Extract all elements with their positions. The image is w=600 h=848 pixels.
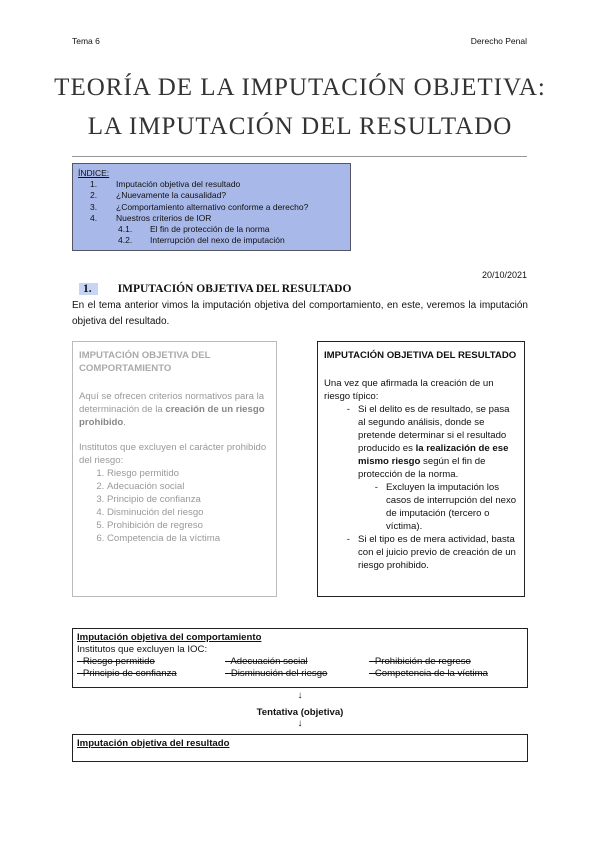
ioc-summary-box xyxy=(72,628,528,688)
header-subject: Derecho Penal xyxy=(470,36,527,46)
section-heading xyxy=(79,283,351,295)
down-arrow-icon: ↓ xyxy=(297,718,303,729)
index-box xyxy=(72,163,351,251)
list-item: - Si el tipo es de mera actividad, basta con el juicio previo de creación de un riesgo prohibido. xyxy=(346,534,516,571)
ioc-institutes-grid xyxy=(77,656,523,680)
page-title-line2: LA IMPUTACIÓN DEL RESULTADO xyxy=(87,113,513,140)
title-divider xyxy=(72,156,527,157)
index-item[interactable]: 4. Nuestros criterios de IOR xyxy=(90,212,212,223)
section-title: IMPUTACIÓN OBJETIVA DEL RESULTADO xyxy=(117,283,352,295)
section-number: 1. xyxy=(79,283,98,295)
intro-paragraph: En el tema anterior vimos la imputación objetiva del comportamiento, en este, veremos la imputación objetiva del resultado. xyxy=(72,300,528,327)
institute-item: · Prohibición de regreso xyxy=(369,656,471,667)
list-item: 3. Principio de confianza xyxy=(107,493,270,506)
ior-lead: Una vez que afirmada la creación de un riesgo típico: xyxy=(324,378,494,402)
list-item: 1. Riesgo permitido xyxy=(107,467,270,480)
institute-item: · Adecuación social xyxy=(225,656,308,667)
ioc-box xyxy=(72,341,277,597)
institute-item: · Riesgo permitido xyxy=(77,656,155,667)
down-arrow-icon: ↓ xyxy=(297,690,303,701)
index-subitem[interactable]: 4.1. El fin de protección de la norma xyxy=(118,224,270,235)
ior-summary-box xyxy=(72,734,528,762)
institute-item: · Principio de confianza xyxy=(77,668,177,679)
institute-item: · Disminución del riesgo xyxy=(225,668,328,679)
institute-item: · Competencia de la víctima xyxy=(369,668,488,679)
list-item: 5. Prohibición de regreso xyxy=(107,519,270,532)
list-item: 4. Disminución del riesgo xyxy=(107,506,270,519)
tentativa-label: Tentativa (objetiva) xyxy=(256,707,344,718)
ioc-summary-sub: Institutos que excluyen la IOC: xyxy=(77,644,208,655)
index-item[interactable]: 3. ¿Comportamiento alternativo conforme a derecho? xyxy=(90,201,309,212)
ioc-summary-title: Imputación objetiva del comportamiento xyxy=(77,632,262,643)
index-item[interactable]: 1. Imputación objetiva del resultado xyxy=(90,179,241,190)
ior-heading: IMPUTACIÓN OBJETIVA DEL RESULTADO xyxy=(324,350,517,361)
header-topic: Tema 6 xyxy=(72,36,100,46)
list-item: 6. Competencia de la víctima xyxy=(107,532,270,545)
index-item[interactable]: 2. ¿Nuevamente la causalidad? xyxy=(90,190,227,201)
ioc-paragraph: Aquí se ofrecen criterios normativos para la determinación de la creación de un riesgo prohibido. xyxy=(79,391,265,428)
ior-box xyxy=(317,341,525,597)
ior-summary-title: Imputación objetiva del resultado xyxy=(77,738,230,749)
list-item: - Excluyen la imputación los casos de interrupción del nexo de imputación (tercero o víctima). xyxy=(374,482,517,532)
ioc-list xyxy=(79,467,270,545)
index-heading: ÍNDICE: xyxy=(78,168,110,178)
list-item: 2. Adecuación social xyxy=(107,480,270,493)
page-title-line1: TEORÍA DE LA IMPUTACIÓN OBJETIVA: xyxy=(54,74,546,101)
list-item: - Si el delito es de resultado, se pasa al segundo análisis, donde se pretende determinar si el resultado producido es la realización de ese mismo riesgo según el fin de protección de la norma. xyxy=(346,404,510,480)
index-subitem[interactable]: 4.2. Interrupción del nexo de imputación xyxy=(118,235,285,246)
date-label: 20/10/2021 xyxy=(481,270,527,280)
ioc-heading: IMPUTACIÓN OBJETIVA DEL COMPORTAMIENTO xyxy=(79,350,211,374)
ioc-institutes-label: Institutos que excluyen el carácter prohibido del riesgo: xyxy=(79,442,267,466)
